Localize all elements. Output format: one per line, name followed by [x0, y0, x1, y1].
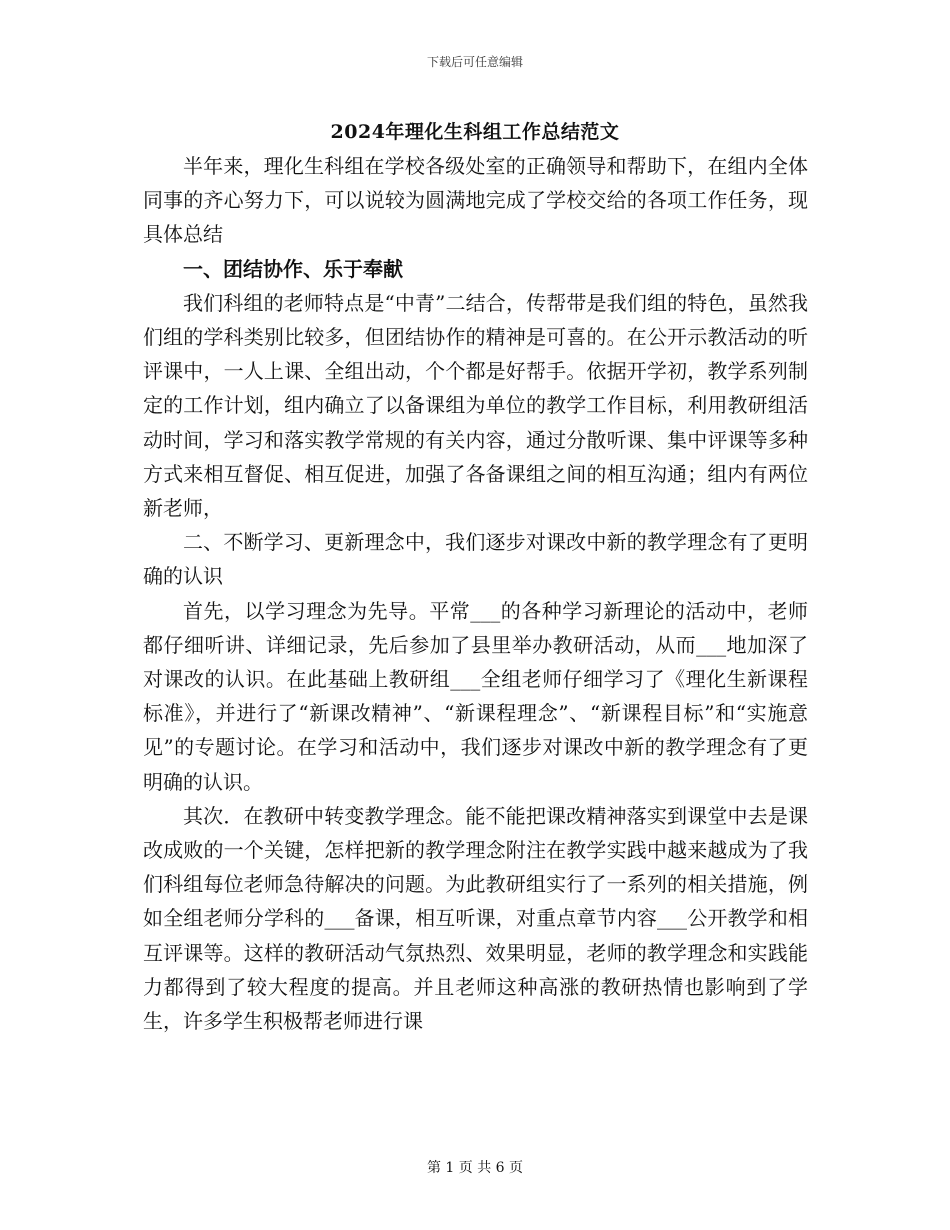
- document-body: [143, 149, 808, 1038]
- paragraph-section-2: 二、不断学习、更新理念中，我们逐步对课改中新的教学理念有了更明确的认识: [143, 530, 808, 589]
- paragraph-teamwork: 我们科组的老师特点是“中青”二结合，传帮带是我们组的特色，虽然我们组的学科类别比较多，但团结协作的精神是可喜的。在公开示教活动的听评课中，一人上课、全组出动，个个都是好帮手。依据开学初，教学系列制定的工作计划，组内确立了以备课组为单位的教学工作目标，利用教研组活动时间，学习和落实教学常规的有关内容，通过分散听课、集中评课等多种方式来相互督促、相互促进，加强了各备课组之间的相互沟通；组内有两位新老师，: [143, 290, 808, 521]
- section-heading-1: 一、团结协作、乐于奉献: [183, 256, 403, 281]
- paragraph-intro: 半年来，理化生科组在学校各级处室的正确领导和帮助下，在组内全体同事的齐心努力下，可以说较为圆满地完成了学校交给的各项工作任务，现具体总结: [143, 154, 808, 247]
- page-number: 第 1 页 共 6 页: [426, 1160, 524, 1176]
- paragraph-first: 首先，以学习理念为先导。平常___的各种学习新理论的活动中，老师都仔细听讲、详细记录，先后参加了县里举办教研活动，从而___地加深了对课改的认识。在此基础上教研组___全组老师仔细学习了《理化生新课程标准》，并进行了“新课改精神”、“新课程理念”、“新课程目标”和“实施意见”的专题讨论。在学习和活动中，我们逐步对课改中新的教学理念有了更明确的认识。: [143, 598, 808, 794]
- paragraph-second: 其次．在教研中转变教学理念。能不能把课改精神落实到课堂中去是课改成败的一个关键，怎样把新的教学理念附注在教学实践中越来越成为了我们科组每位老师急待解决的问题。为此教研组实行了一系列的相关措施，例如全组老师分学科的___备课，相互听课，对重点章节内容___公开教学和相互评课等。这样的教研活动气氛热烈、效果明显，老师的教学理念和实践能力都得到了较大程度的提高。并且老师这种高涨的教研热情也影响到了学生，许多学生积极帮老师进行课: [143, 803, 808, 1034]
- header-note: 下载后可任意编辑: [426, 55, 523, 69]
- document-title: 2024年理化生科组工作总结范文: [330, 121, 620, 143]
